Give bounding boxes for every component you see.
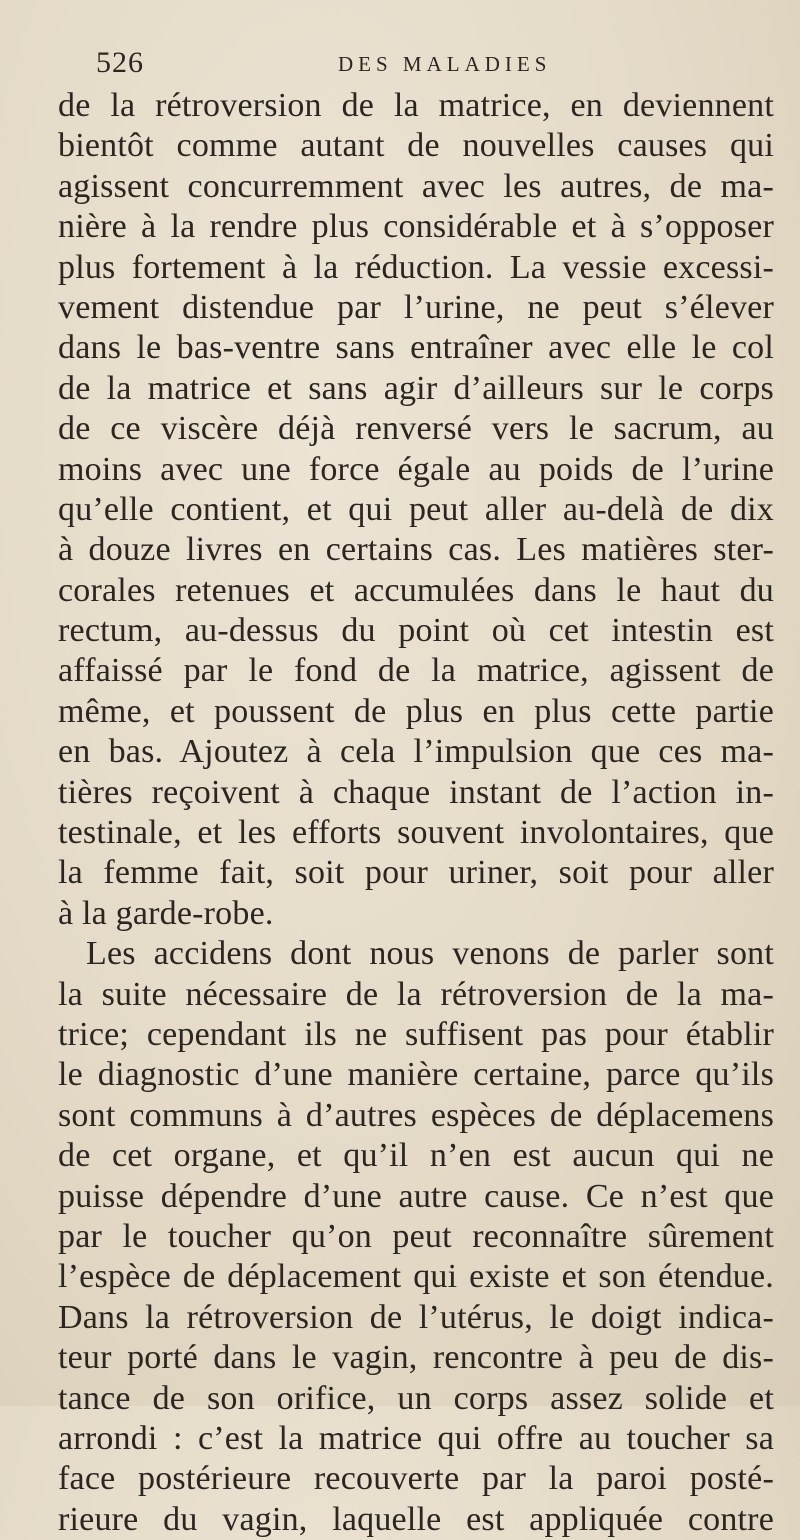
running-head bbox=[58, 42, 770, 82]
text-line: qu’elle contient, et qui peut aller au-delà de dix bbox=[58, 490, 774, 528]
text-line: bientôt comme autant de nouvelles causes qui bbox=[58, 127, 774, 165]
text-line: à douze livres en certains cas. Les matières ster- bbox=[58, 531, 774, 569]
text-line: agissent concurremment avec les autres, de ma- bbox=[58, 167, 774, 205]
text-line: nière à la rendre plus considérable et à s’opposer bbox=[58, 208, 774, 246]
text-line: la femme fait, soit pour uriner, soit pour aller bbox=[58, 854, 774, 892]
text-line: de la rétroversion de la matrice, en deviennent bbox=[58, 87, 774, 124]
body-text bbox=[58, 86, 774, 1540]
text-line: dans le bas-ventre sans entraîner avec elle le col bbox=[58, 329, 774, 367]
text-line: plus fortement à la réduction. La vessie excessi- bbox=[58, 248, 774, 286]
text-line: de la matrice et sans agir d’ailleurs sur le corps bbox=[58, 369, 774, 407]
text-line: tance de son orifice, un corps assez solide et bbox=[58, 1379, 774, 1417]
text-line: testinale, et les efforts souvent involontaires, que bbox=[58, 814, 774, 852]
text-line: en bas. Ajoutez à cela l’impulsion que ces ma- bbox=[58, 733, 774, 771]
text-line: face postérieure recouverte par la paroi posté- bbox=[58, 1460, 774, 1498]
paragraph-start-line: Les accidens dont nous venons de parler sont bbox=[86, 935, 774, 973]
text-line: trice; cependant ils ne suffisent pas pour établir bbox=[58, 1015, 774, 1053]
text-line: Dans la rétroversion de l’utérus, le doigt indica- bbox=[58, 1298, 774, 1336]
text-line: affaissé par le fond de la matrice, agissent de bbox=[58, 652, 774, 690]
text-line: par le toucher qu’on peut reconnaître sûrement bbox=[58, 1217, 774, 1255]
text-line: de cet organe, et qu’il n’en est aucun qui ne bbox=[58, 1137, 774, 1175]
text-line: moins avec une force égale au poids de l’urine bbox=[58, 450, 774, 488]
text-line: vement distendue par l’urine, ne peut s’élever bbox=[58, 288, 774, 326]
text-line: sont communs à d’autres espèces de déplacemens bbox=[58, 1096, 774, 1134]
text-line: la suite nécessaire de la rétroversion de la ma- bbox=[58, 975, 774, 1013]
paragraph-end-line: à la garde-robe. bbox=[58, 894, 274, 932]
text-line: tières reçoivent à chaque instant de l’action in- bbox=[58, 773, 774, 811]
text-line: rieure du vagin, laquelle est appliquée contre bbox=[58, 1500, 774, 1538]
text-line: teur porté dans le vagin, rencontre à peu de dis- bbox=[58, 1339, 774, 1377]
text-line: de ce viscère déjà renversé vers le sacrum, au bbox=[58, 410, 774, 448]
text-line: le diagnostic d’une manière certaine, parce qu’ils bbox=[58, 1056, 774, 1094]
text-line: l’espèce de déplacement qui existe et son étendue. bbox=[58, 1258, 774, 1296]
running-title: DES MALADIES bbox=[338, 52, 552, 76]
text-line: arrondi : c’est la matrice qui offre au toucher sa bbox=[58, 1419, 774, 1457]
text-line: corales retenues et accumulées dans le haut du bbox=[58, 571, 774, 609]
page-number: 526 bbox=[96, 46, 144, 79]
text-line: rectum, au-dessus du point où cet intestin est bbox=[58, 612, 774, 650]
text-line: même, et poussent de plus en plus cette partie bbox=[58, 692, 774, 730]
text-line: puisse dépendre d’une autre cause. Ce n’est que bbox=[58, 1177, 774, 1215]
